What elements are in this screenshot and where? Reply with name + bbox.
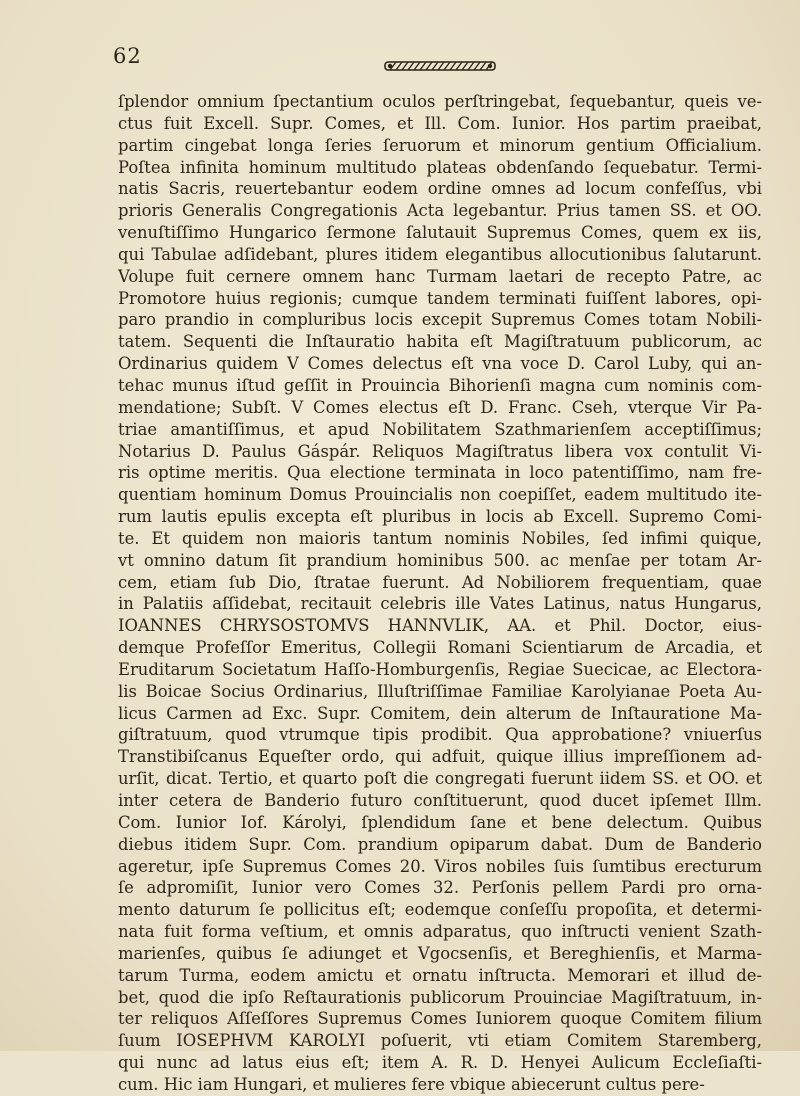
text-line: mento daturum ſe pollicitus eſt; eodemque conſeſſu propoſita, et determi-: [118, 900, 762, 920]
text-line: rum lautis epulis excepta eſt pluribus in locis ab Excell. Supremo Comi-: [118, 507, 762, 527]
text-line: Notarius D. Paulus Gáspár. Reliquos Magiſtratus libera vox contulit Vi-: [118, 441, 762, 461]
text-line: vt omnino datum ſit prandium hominibus 500. ac menſae per totam Ar-: [118, 550, 762, 570]
text-line: Poſtea infinita hominum multitudo plateas obdenſando ſequebatur. Termi-: [118, 157, 762, 177]
text-line: qui nunc ad latus eius eſt; item A. R. D. Henyei Aulicum Eccleſiaſti-: [118, 1053, 762, 1073]
text-line: Transtibiſcanus Equeſter ordo, qui adfuit, quique illius impreſſionem ad-: [118, 747, 762, 767]
text-line: triae amantiſſimus, et apud Nobilitatem Szathmarienſem acceptiſſimus;: [118, 419, 762, 439]
text-line: giſtratuum, quod vtrumque tipis prodibit. Qua approbatione? vniuerſus: [118, 725, 762, 745]
text-line: quentiam hominum Domus Prouincialis non coepiſſet, eadem multitudo ite-: [118, 485, 762, 505]
text-line: prioris Generalis Congregationis Acta legebantur. Prius tamen SS. et OO.: [118, 201, 762, 221]
text-line: bet, quod die ipſo Reſtaurationis publicorum Prouinciae Magiſtratuum, in-: [118, 987, 762, 1007]
text-line: nata fuit forma veſtium, et omnis adparatus, quo inſtructi venient Szath-: [118, 922, 762, 942]
text-line: ageretur, ipſe Supremus Comes 20. Viros nobiles ſuis ſumtibus erecturum: [118, 856, 762, 876]
text-line: cem, etiam ſub Dio, ſtratae fuerunt. Ad Nobiliorem frequentiam, quae: [118, 572, 762, 592]
text-line: qui Tabulae adſidebant, plures itidem elegantibus allocutionibus ſalutarunt.: [118, 244, 762, 264]
text-line: marienſes, quibus ſe adiunget et Vgocsenſis, et Bereghienſis, et Marma-: [118, 943, 762, 963]
text-line: ctus fuit Excell. Supr. Comes, et Ill. Com. Iunior. Hos partim praeibat,: [118, 113, 762, 133]
text-line: Promotore huius regionis; cumque tandem terminati fuiſſent labores, opi-: [118, 288, 762, 308]
text-line: tehac munus iſtud geſſit in Prouincia Bihorienſi magna cum nominis com-: [118, 375, 762, 395]
page-number: 62: [113, 44, 142, 68]
text-line: IOANNES CHRYSOSTOMVS HANNVLIK, AA. et Phil. Doctor, eius-: [118, 616, 762, 636]
text-line: licus Carmen ad Exc. Supr. Comitem, dein alterum de Inſtauratione Ma-: [118, 703, 762, 723]
text-line: ris optime meritis. Qua electione terminata in loco patentiſſimo, nam fre-: [118, 463, 762, 483]
text-line: in Palatiis aſſidebat, recitauit celebris ille Vates Latinus, natus Hungarus,: [118, 594, 762, 614]
text-line: urſit, dicat. Tertio, et quarto poſt die congregati fuerunt iidem SS. et OO. et: [118, 769, 762, 789]
text-line: natis Sacris, reuertebantur eodem ordine omnes ad locum confeſſus, vbi: [118, 179, 762, 199]
text-line: ſplendor omnium ſpectantium oculos perſtringebat, ſequebantur, queis ve-: [118, 92, 762, 111]
text-line: diebus itidem Supr. Com. prandium opiparum dabat. Dum de Banderio: [118, 834, 762, 854]
text-line: ter reliquos Aſſeſſores Supremus Comes Iuniorem quoque Comitem filium: [118, 1009, 762, 1029]
text-line: tatem. Sequenti die Inſtauratio habita eſt Magiſtratuum publicorum, ac: [118, 332, 762, 352]
text-line: Eruditarum Societatum Haſſo-Homburgenſis, Regiae Suecicae, ac Electora-: [118, 659, 762, 679]
text-line: partim cingebat longa ſeries ſeruorum et minorum gentium Officialium.: [118, 135, 762, 155]
text-line: ſe adpromiſit, Iunior vero Comes 32. Perſonis pellem Pardi pro orna-: [118, 878, 762, 898]
header-ornament: [384, 58, 496, 74]
text-line: cum. Hic iam Hungari, et mulieres fere vbique abiecerunt cultus pere-: [118, 1074, 705, 1094]
text-line: Ordinarius quidem V Comes delectus eſt vna voce D. Carol Luby, qui an-: [118, 354, 762, 374]
body-text: [118, 91, 762, 1096]
text-line: Volupe fuit cernere omnem hanc Turmam laetari de recepto Patre, ac: [118, 266, 762, 286]
text-line: inter cetera de Banderio futuro conſtituerunt, quod ducet ipſemet Illm.: [118, 791, 762, 810]
text-line: Com. Iunior Iof. Károlyi, ſplendidum ſane et bene delectum. Quibus: [118, 812, 762, 832]
text-line: tarum Turma, eodem amictu et ornatu inſtructa. Memorari et illud de-: [118, 965, 762, 985]
text-line: mendatione; Subſt. V Comes electus eſt D. Franc. Cseh, vterque Vir Pa-: [118, 397, 762, 417]
text-line: te. Et quidem non maioris tantum nominis Nobiles, ſed infimi quique,: [118, 528, 762, 548]
text-line: lis Boicae Socius Ordinarius, Illuſtriſſimae Familiae Karolyianae Poeta Au-: [118, 681, 762, 701]
text-line: paro prandio in compluribus locis excepit Supremus Comes totam Nobili-: [118, 310, 762, 330]
text-line: demque Profeſſor Emeritus, Collegii Romani Scientiarum de Arcadia, et: [118, 638, 762, 658]
text-line: ſuum IOSEPHVM KAROLYI poſuerit, vti etiam Comitem Staremberg,: [118, 1031, 762, 1051]
text-line: venuſtiſſimo Hungarico ſermone ſalutauit Supremus Comes, quem ex iis,: [118, 223, 762, 243]
